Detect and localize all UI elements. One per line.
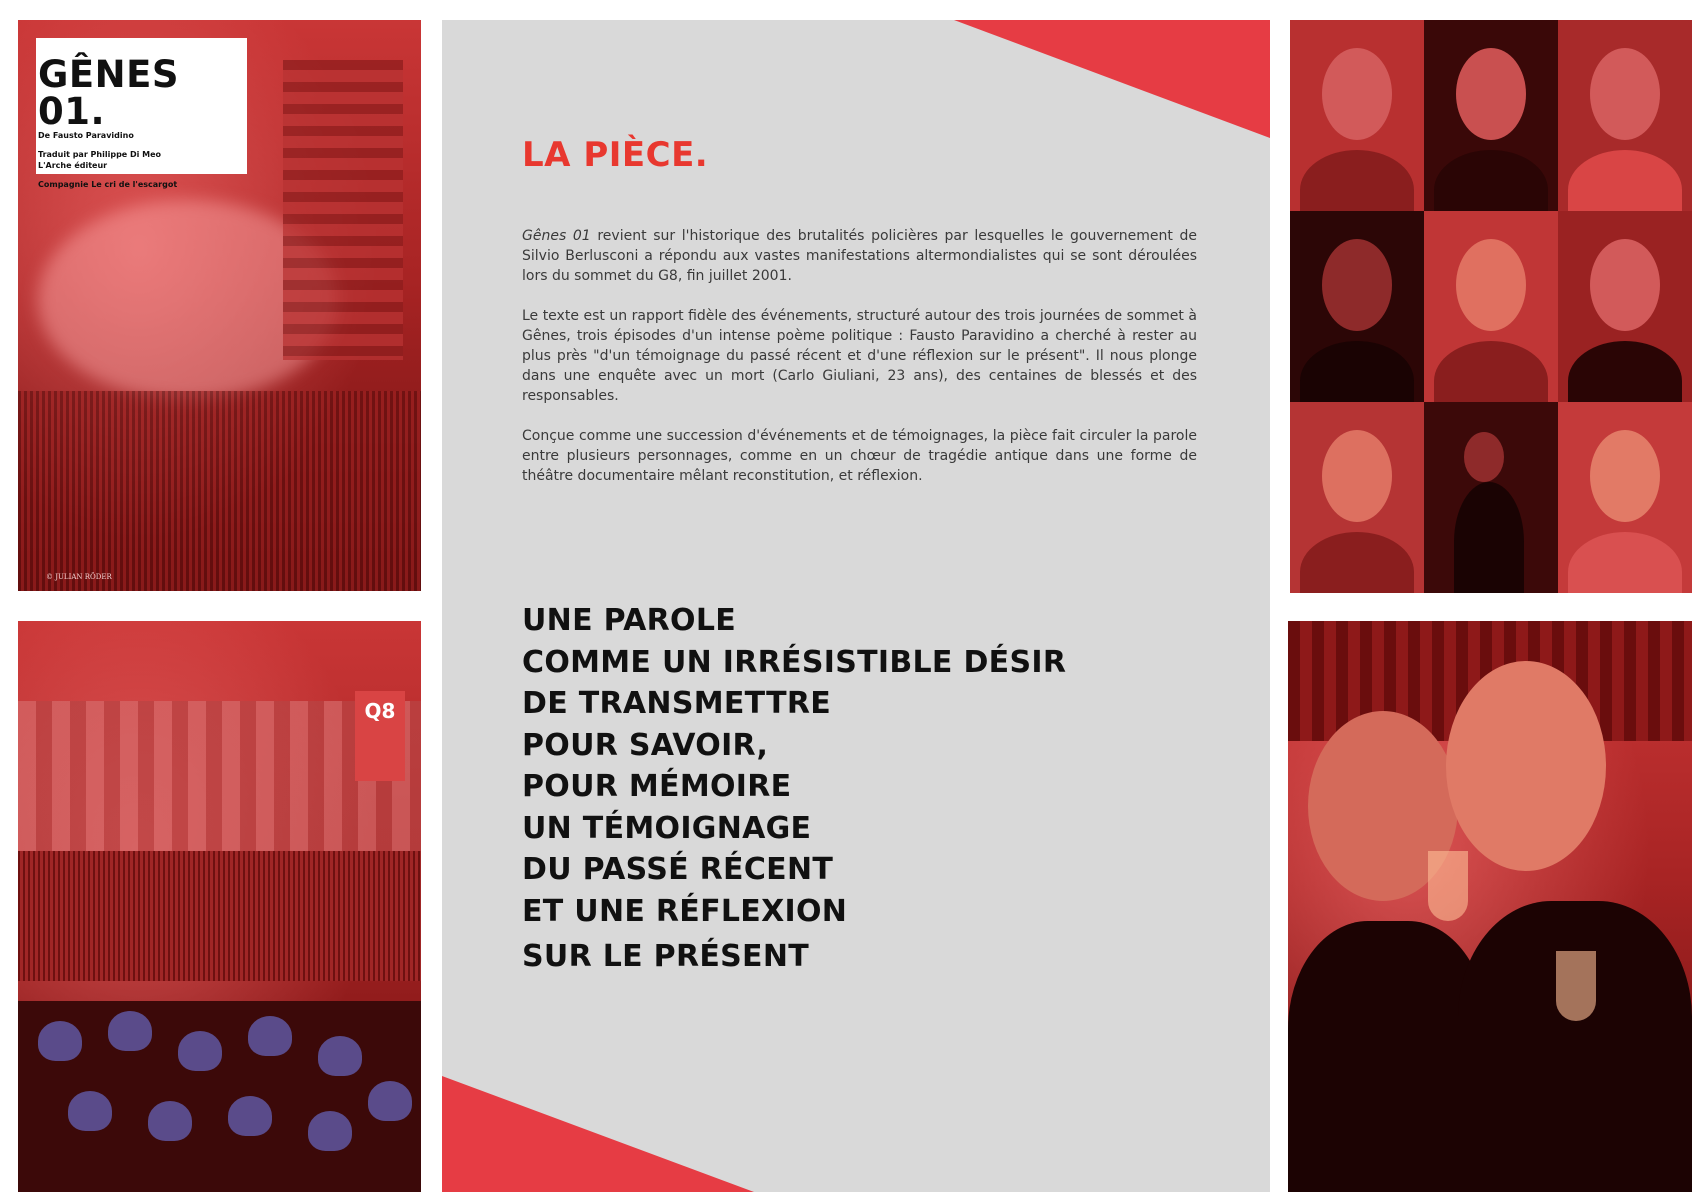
cast-portrait (1290, 20, 1424, 211)
helmet (228, 1096, 272, 1136)
paragraph-intro (522, 226, 1197, 286)
helmet (108, 1011, 152, 1051)
paragraph-intro-text: revient sur l'historique des brutalités policières par lesquelles le gouvernement de Silvio Berlusconi a répondu aux vastes manifestations altermondialistes qui se sont déroulées lors du sommet du G8, fin juillet 2001. (522, 228, 1197, 284)
play-title: Gênes 01 (522, 228, 591, 244)
wine-glass (1556, 951, 1596, 1021)
police-helmets (18, 1001, 421, 1192)
poster-title: GÊNES 01. (38, 53, 180, 133)
cast-portrait (1558, 20, 1692, 211)
cast-portrait-grid (1290, 20, 1692, 593)
helmet (68, 1091, 112, 1131)
poster-translation: Traduit par Philippe Di Meo (38, 150, 162, 159)
shoulders (1454, 482, 1524, 593)
cast-portrait (1290, 211, 1424, 402)
shoulders (1568, 341, 1682, 402)
quote-line: POUR MÉMOIRE (522, 769, 792, 804)
riot-photo (18, 621, 421, 1192)
quote-line: ET UNE RÉFLEXION (522, 893, 848, 929)
right-face (1446, 661, 1606, 871)
quote-block (522, 600, 1066, 978)
helmet (308, 1111, 352, 1151)
leaders-photo (1288, 621, 1692, 1192)
face (1590, 48, 1660, 140)
shoulders (1300, 341, 1414, 402)
poster-company: Compagnie Le cri de l'escargot (38, 180, 178, 189)
quote-line: UNE PAROLE (522, 603, 737, 638)
section-title: LA PIÈCE. (522, 135, 709, 175)
face (1590, 430, 1660, 522)
quote-line: POUR SAVOIR, (522, 727, 769, 763)
shoulders (1568, 150, 1682, 211)
face (1464, 432, 1504, 482)
right-suit (1458, 901, 1692, 1192)
quote-line: COMME UN IRRÉSISTIBLE DÉSIR (522, 644, 1067, 680)
cast-portrait (1558, 211, 1692, 402)
face (1456, 48, 1526, 140)
cast-portrait (1424, 211, 1558, 402)
quote-line: DU PASSÉ RÉCENT (522, 852, 834, 887)
paragraph-report: Le texte est un rapport fidèle des événements, structuré autour des trois journées de sommet à Gênes, trois épisodes d'un intense poème politique : Fausto Paravidino a cherché à rester au plus près "d'un témoignage du passé récent et d'une réflexion sur le présent". Il nous plonge dans une enquête avec un mort (Carlo Giuliani, 23 ans), des centaines de blessés et des responsables. (522, 308, 1197, 404)
poster-publisher: L'Arche éditeur (38, 161, 108, 170)
photo-credit: © JULIAN RÖDER (46, 573, 112, 581)
shoulders (1568, 532, 1682, 593)
poster-author: De Fausto Paravidino (38, 131, 134, 140)
quote-line: SUR LE PRÉSENT (522, 939, 810, 974)
shoulders (1434, 150, 1548, 211)
paragraph-structure: Conçue comme une succession d'événements et de témoignages, la pièce fait circuler la parole entre plusieurs personnages, comme en un chœur de tragédie antique dans une forme de théâtre documentaire mêlant reconstitution, et réflexion. (522, 428, 1197, 484)
helmet (318, 1036, 362, 1076)
helmet (248, 1016, 292, 1056)
building-silhouette (283, 60, 403, 360)
shoulders (1300, 150, 1414, 211)
wine-glass (1428, 851, 1468, 921)
cast-portrait (1290, 402, 1424, 593)
helmet (148, 1101, 192, 1141)
q8-sign: Q8 (355, 691, 405, 781)
poster-image (18, 20, 421, 591)
helmet (38, 1021, 82, 1061)
cast-portrait (1424, 20, 1558, 211)
helmet (178, 1031, 222, 1071)
quote-line: DE TRANSMETTRE (522, 686, 832, 721)
protest-crowd (18, 851, 421, 981)
poster-title-box (36, 38, 247, 189)
face (1322, 430, 1392, 522)
shoulders (1300, 532, 1414, 593)
cast-portrait (1424, 402, 1558, 593)
center-text-panel (442, 20, 1270, 1192)
face (1590, 239, 1660, 331)
bottom-left-triangle (442, 1076, 754, 1192)
top-right-triangle (954, 20, 1270, 138)
face (1322, 48, 1392, 140)
shoulders (1434, 341, 1548, 402)
cast-portrait (1558, 402, 1692, 593)
face (1322, 239, 1392, 331)
quote-line: UN TÉMOIGNAGE (522, 810, 812, 846)
helmet (368, 1081, 412, 1121)
face (1456, 239, 1526, 331)
crowd-silhouette (18, 391, 421, 591)
